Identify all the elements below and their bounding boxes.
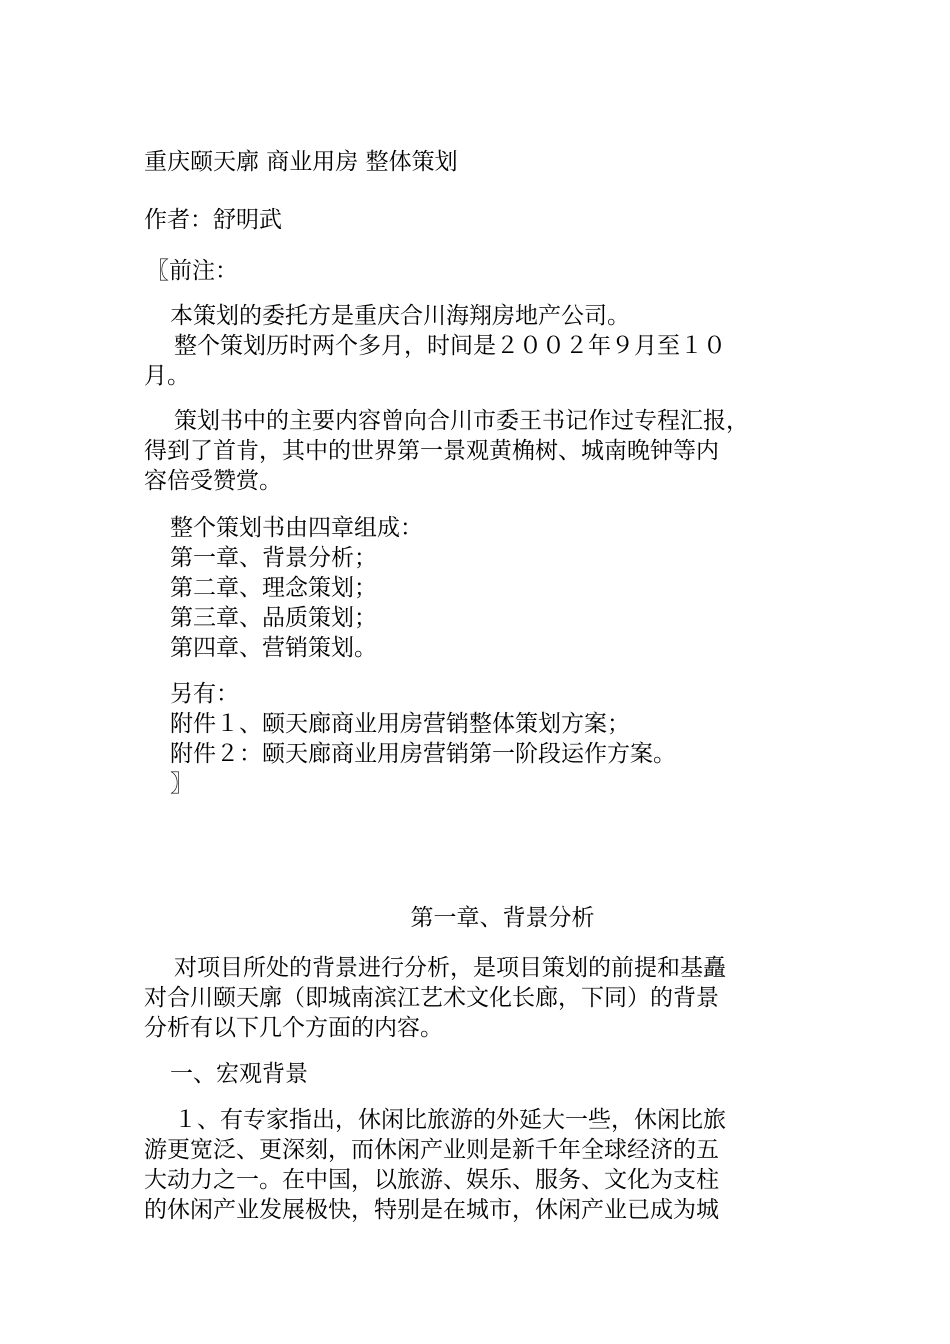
intro-line-1: 对项目所处的背景进行分析，是项目策划的前提和基矗 [174, 955, 726, 981]
chapter-list-item: 第四章、营销策划。 [170, 635, 377, 661]
report-line-3: 容倍受赞赏。 [144, 468, 282, 494]
body-line-4: 的休闲产业发展极快，特别是在城市，休闲产业已成为城 [144, 1197, 719, 1223]
chapter-list-item: 第一章、背景分析； [170, 545, 377, 571]
chapter-heading: 第一章、背景分析 [410, 905, 595, 931]
client-line: 本策划的委托方是重庆合川海翔房地产公司。 [170, 303, 630, 329]
composition-line: 整个策划书由四章组成： [170, 515, 423, 541]
chapter-list-item: 第二章、理念策划； [170, 575, 377, 601]
intro-line-2: 对合川颐天廓（即城南滨江艺术文化长廊，下同）的背景 [144, 985, 719, 1011]
attachment-item: 附件２：颐天廊商业用房营销第一阶段运作方案。 [170, 741, 676, 767]
section-heading: 一、宏观背景 [170, 1061, 308, 1087]
preface-open: 〖前注： [146, 258, 238, 284]
chapter-list-item: 第三章、品质策划； [170, 605, 377, 631]
author-line: 作者：舒明武 [144, 207, 282, 233]
also-line: 另有： [170, 681, 239, 707]
duration-line-1: 整个策划历时两个多月，时间是２００２年９月至１０ [174, 333, 726, 359]
body-line-3: 大动力之一。在中国，以旅游、娱乐、服务、文化为支柱 [144, 1167, 719, 1193]
body-line-2: 游更宽泛、更深刻，而休闲产业则是新千年全球经济的五 [144, 1137, 719, 1163]
attachment-item: 附件１、颐天廊商业用房营销整体策划方案； [170, 711, 630, 737]
report-line-1: 策划书中的主要内容曾向合川市委王书记作过专程汇报， [174, 408, 749, 434]
report-line-2: 得到了首肯，其中的世界第一景观黄桷树、城南晚钟等内 [144, 438, 719, 464]
intro-line-3: 分析有以下几个方面的内容。 [144, 1015, 443, 1041]
document-title: 重庆颐天廓 商业用房 整体策划 [144, 149, 458, 175]
preface-close: 〗 [170, 771, 193, 797]
body-line-1: １、有专家指出，休闲比旅游的外延大一些，休闲比旅 [174, 1107, 726, 1133]
duration-line-2: 月。 [144, 363, 190, 389]
